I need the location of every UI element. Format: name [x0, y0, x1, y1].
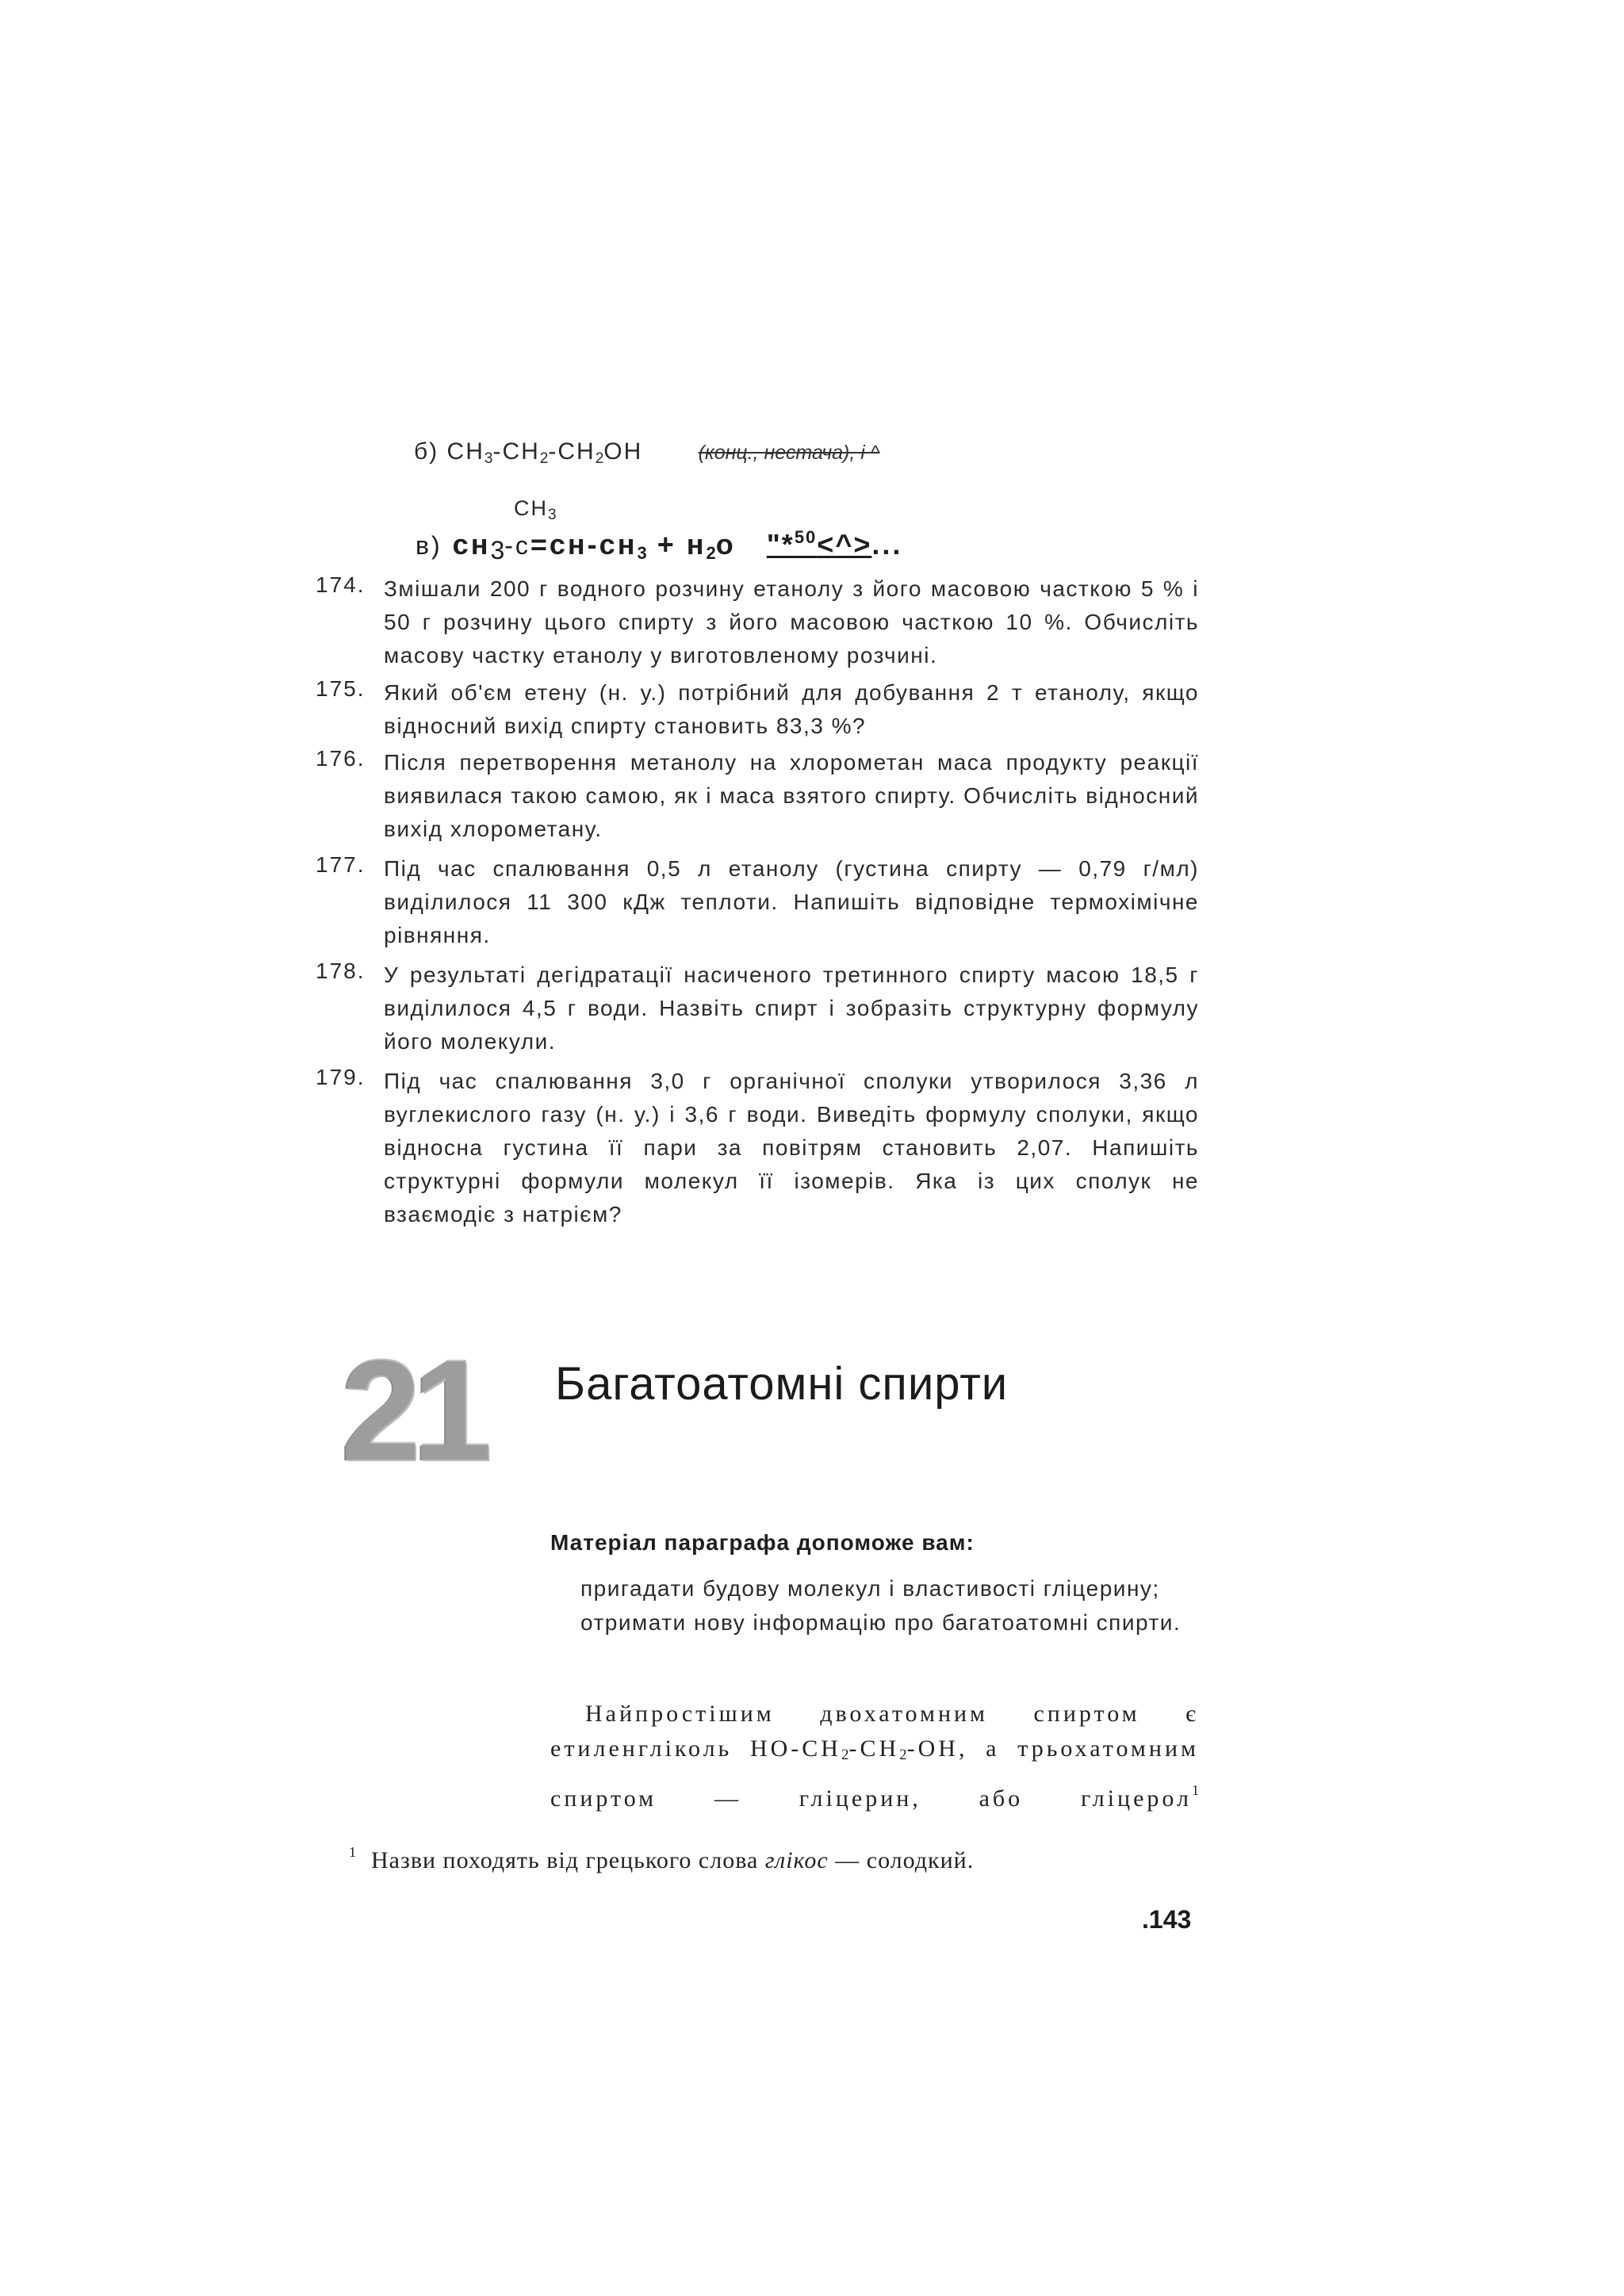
problem-178 [316, 959, 1199, 1058]
objectives-lead: Матеріал параграфа допоможе вам: [550, 1530, 975, 1555]
reaction-v-arrow: "*$^{50}$<^> [766, 527, 872, 561]
chapter-number: 21 [341, 1331, 485, 1490]
problem-175 [316, 676, 1199, 743]
problem-number: 179. [316, 1065, 366, 1089]
reaction-v [416, 527, 902, 565]
problem-number: 176. [316, 746, 366, 771]
problem-177 [316, 852, 1199, 952]
problem-text: Під час спалювання 3,0 г органічної сполуки утворилося 3,36 л вуглекислого газу (н. у.) і 3,6 г води. Виведіть формулу сполуки, якщо відносна густина її пари за повітрям становить 2,07. Напишіть структурні формули молекул її ізомерів. Яка із цих сполук не взаємодіє з натрієм? [384, 1069, 1199, 1226]
chapter-title: Багатоатомні спирти [555, 1358, 1009, 1410]
objective-item: пригадати будову молекул і властивості гліцерину; [580, 1576, 1160, 1601]
problem-number: 178. [316, 959, 366, 983]
problem-179 [316, 1065, 1199, 1231]
objective-item: отримати нову інформацію про багатоатомні спирти. [580, 1610, 1182, 1635]
problem-176 [316, 746, 1199, 846]
problem-text: У результаті дегідратації насиченого третинного спирту масою 18,5 г виділилося 4,5 г води. Назвіть спирт і зобразіть структурну формулу його молекули. [384, 962, 1199, 1054]
reaction-b-label: б) [414, 438, 439, 465]
problem-text: Змішали 200 г водного розчину етанолу з його масовою часткою 5 % і 50 г розчину цього спирту з його масовою часткою 10 %. Обчисліть масову частку етанолу у виготовленому розчині. [384, 576, 1199, 668]
body-paragraph: Найпростішим двохатомним спиртом є етиленгліколь $НО-СН_2-СН_2-ОН$, а трьохатомним спиртом — гліцерин, або гліцерол$^1$ [550, 1701, 1199, 1812]
reaction-v-formula: $сн_3-с=сн-сн_3 + н_2о$ [452, 528, 736, 564]
problem-number: 175. [316, 676, 366, 701]
footnote-mark: 1 [349, 1844, 357, 1860]
problem-text: Під час спалювання 0,5 л етанолу (густина спирту — 0,79 г/мл) виділилося 11 300 кДж теплоти. Напишіть відповідне термохімічне рівняння. [384, 856, 1199, 947]
problem-number: 174. [316, 572, 366, 597]
reaction-v-branch: $CH_3$ [514, 496, 557, 523]
objectives-list [580, 1571, 1199, 1640]
footnote-term: глікос [764, 1847, 829, 1873]
reaction-v-ellipsis: ... [871, 528, 903, 561]
problem-text: Який об'єм етену (н. у.) потрібний для добування 2 т етанолу, якщо відносний вихід спирту становить 83,3 %? [384, 680, 1199, 738]
page-number: .143 [1142, 1905, 1192, 1934]
reaction-b-conditions: (конц., нестача), і ^ [698, 442, 880, 464]
reaction-v-label: в) [416, 531, 442, 560]
problem-text: Після перетворення метанолу на хлорометан маса продукту реакції виявилася такою самою, як і маса взятого спирту. Обчисліть відносний вихід хлорометану. [384, 750, 1199, 841]
reaction-b-formula: $CH_3-CH_2-CH_2OH$ [446, 438, 643, 467]
footnote: $^1$ Назви походять від грецького слова глікос — солодкий. [349, 1844, 975, 1873]
reaction-b [414, 438, 879, 468]
problem-174 [316, 572, 1199, 672]
footnote-ref: 1 [1192, 1782, 1199, 1798]
problem-number: 177. [316, 852, 366, 877]
